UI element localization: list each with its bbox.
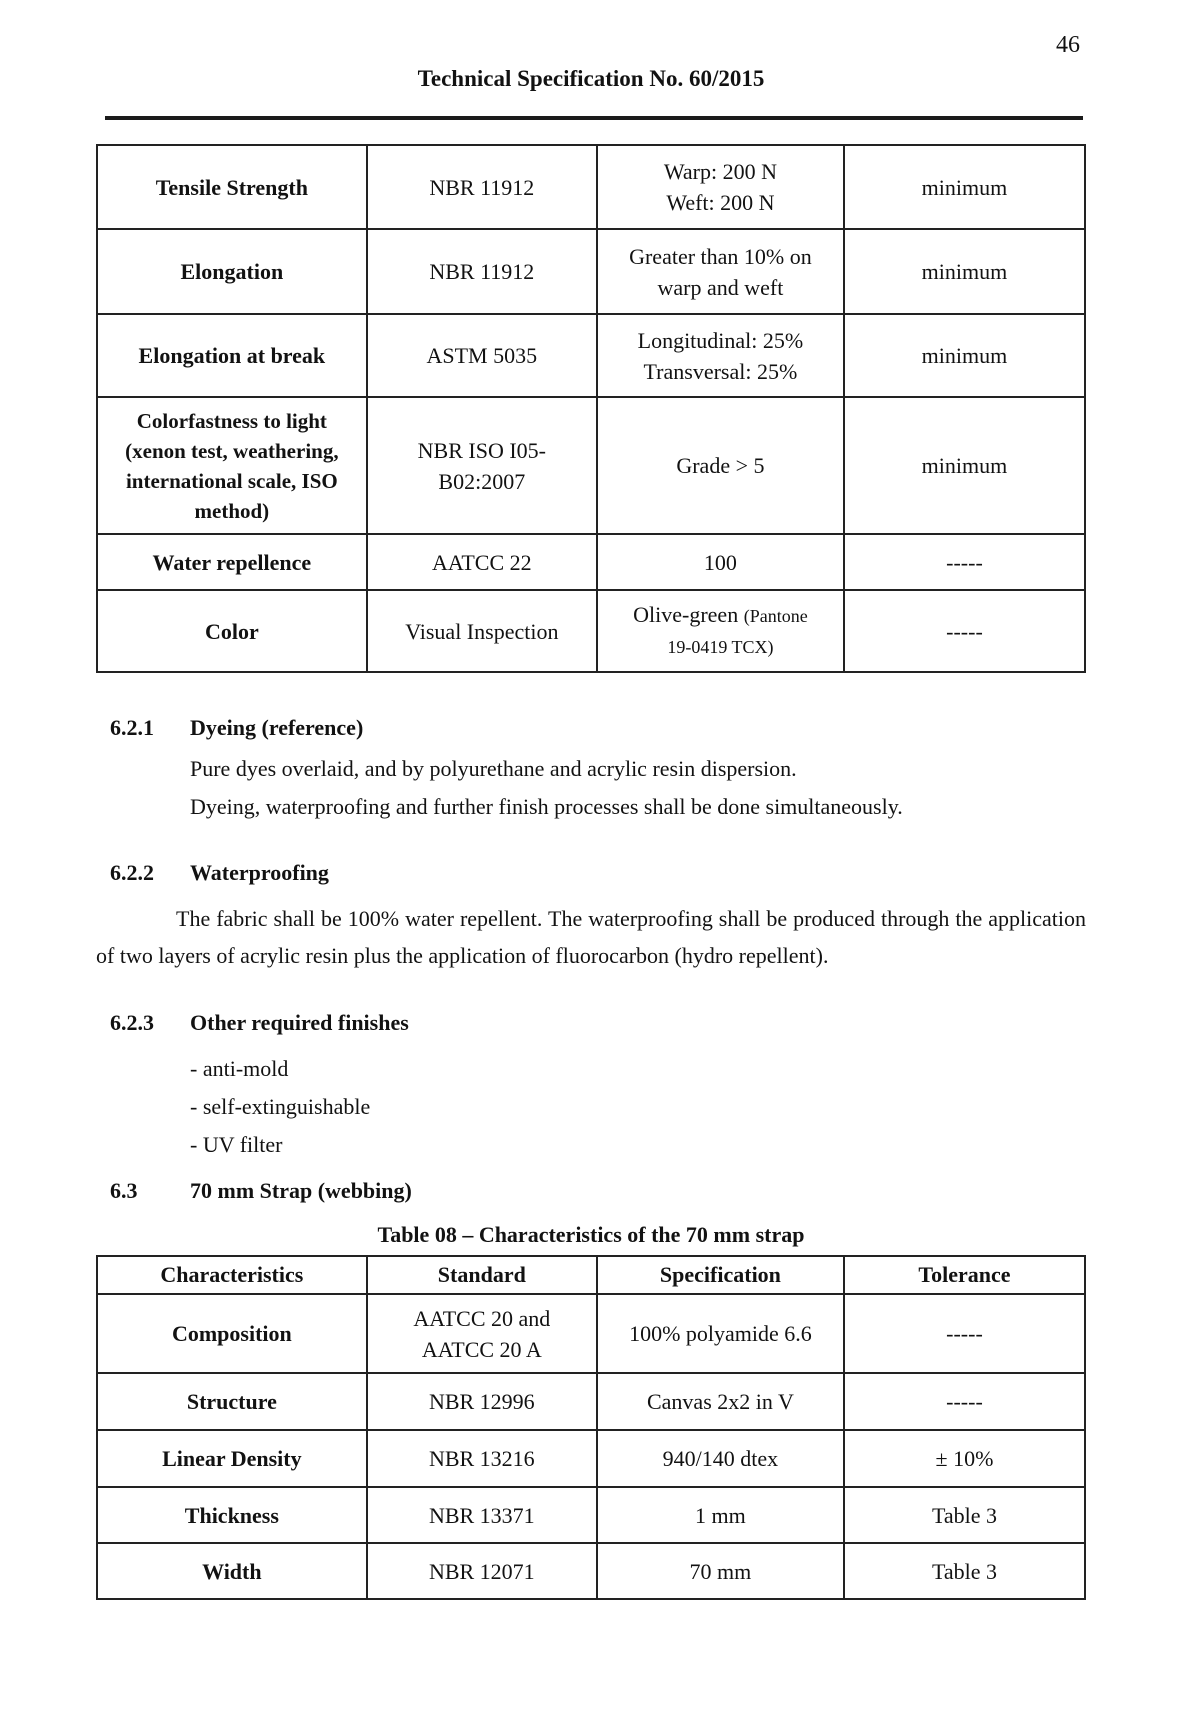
table-row-linear-density: [97, 1430, 1085, 1487]
document-page: [0, 32, 1190, 1716]
paragraph: Pure dyes overlaid, and by polyurethane and acrylic resin dispersion.: [190, 756, 797, 781]
cell-standard: NBR 11912: [367, 145, 597, 229]
list-item: - UV filter: [190, 1132, 283, 1157]
cell-tolerance: ± 10%: [844, 1430, 1085, 1487]
header-rule: [105, 116, 1083, 120]
table-row-thickness: [97, 1487, 1085, 1543]
table-row-structure: [97, 1373, 1085, 1430]
cell-specification: 100: [597, 534, 844, 590]
cell-specification: Canvas 2x2 in V: [597, 1373, 844, 1430]
table-row-width: [97, 1543, 1085, 1599]
table-row-colorfastness: [97, 397, 1085, 534]
fabric-characteristics-table: [96, 144, 1086, 673]
spec-line: Transversal: 25%: [643, 358, 798, 384]
column-header-characteristics: Characteristics: [97, 1256, 367, 1294]
section-number: 6.2.1: [110, 715, 154, 740]
cell-tolerance: Table 3: [844, 1487, 1085, 1543]
strap-characteristics-table: [96, 1255, 1086, 1600]
spec-pantone-code: 19-0419 TCX): [667, 637, 774, 657]
cell-specification: [597, 145, 844, 229]
paragraph: Dyeing, waterproofing and further finish processes shall be done simultaneously.: [190, 794, 903, 819]
section-heading-6-2-2: [96, 860, 1086, 886]
page-number: 46: [1056, 32, 1080, 58]
cell-tolerance: -----: [844, 1294, 1085, 1373]
cell-standard: NBR 13371: [367, 1487, 597, 1543]
cell-standard: ASTM 5035: [367, 314, 597, 397]
page-title: Technical Specification No. 60/2015: [417, 66, 765, 91]
spec-line: Warp: 200 N: [663, 159, 777, 184]
cell-specification: 1 mm: [597, 1487, 844, 1543]
column-header-specification: Specification: [597, 1256, 844, 1294]
characteristic-line: international scale, ISO: [125, 468, 338, 493]
section-number: 6.2.2: [110, 860, 154, 885]
cell-specification: [597, 314, 844, 397]
cell-specification: 70 mm: [597, 1543, 844, 1599]
cell-tolerance: minimum: [844, 314, 1085, 397]
cell-specification: Grade > 5: [597, 397, 844, 534]
standard-line: B02:2007: [438, 468, 526, 494]
cell-standard: NBR 12996: [367, 1373, 597, 1430]
table-row-composition: [97, 1294, 1085, 1373]
section-title: Dyeing (reference): [190, 715, 364, 740]
cell-standard: NBR 11912: [367, 229, 597, 314]
cell-tolerance: Table 3: [844, 1543, 1085, 1599]
table-row-tensile-strength: [97, 145, 1085, 229]
cell-specification: 940/140 dtex: [597, 1430, 844, 1487]
column-header-standard: Standard: [367, 1256, 597, 1294]
cell-tolerance: -----: [844, 1373, 1085, 1430]
spec-line: [604, 599, 837, 632]
cell-characteristic: Elongation: [97, 229, 367, 314]
section-number: 6.3: [110, 1178, 138, 1203]
spec-line: Weft: 200 N: [666, 190, 775, 215]
spec-color-name: Olive-green: [633, 602, 744, 627]
cell-specification: 100% polyamide 6.6: [597, 1294, 844, 1373]
spec-line: Longitudinal: 25%: [637, 327, 804, 353]
standard-line: AATCC 20 A: [421, 1336, 542, 1362]
characteristic-line: (xenon test, weathering,: [125, 438, 339, 463]
characteristic-line: Colorfastness to light: [136, 408, 327, 433]
cell-standard: [367, 397, 597, 534]
cell-specification: [597, 590, 844, 672]
cell-standard: AATCC 22: [367, 534, 597, 590]
table-row-color: [97, 590, 1085, 672]
cell-standard: NBR 13216: [367, 1430, 597, 1487]
cell-standard: Visual Inspection: [367, 590, 597, 672]
list-item: - self-extinguishable: [190, 1094, 371, 1119]
cell-tolerance: minimum: [844, 229, 1085, 314]
cell-standard: NBR 12071: [367, 1543, 597, 1599]
section-heading-6-3: [96, 1178, 1086, 1204]
cell-characteristic: Color: [97, 590, 367, 672]
cell-characteristic: Thickness: [97, 1487, 367, 1543]
spec-line: warp and weft: [657, 274, 784, 300]
cell-characteristic: Tensile Strength: [97, 145, 367, 229]
cell-tolerance: minimum: [844, 145, 1085, 229]
table-row-water-repellence: [97, 534, 1085, 590]
characteristic-line: method): [194, 498, 270, 523]
column-header-tolerance: Tolerance: [844, 1256, 1085, 1294]
cell-tolerance: minimum: [844, 397, 1085, 534]
cell-characteristic: Linear Density: [97, 1430, 367, 1487]
cell-tolerance: -----: [844, 590, 1085, 672]
cell-characteristic: Composition: [97, 1294, 367, 1373]
cell-characteristic: Width: [97, 1543, 367, 1599]
section-heading-6-2-1: [96, 715, 1086, 741]
list-item: - anti-mold: [190, 1056, 289, 1081]
cell-characteristic: [97, 397, 367, 534]
cell-characteristic: Elongation at break: [97, 314, 367, 397]
standard-line: NBR ISO I05-: [417, 437, 546, 463]
cell-tolerance: -----: [844, 534, 1085, 590]
cell-characteristic: Structure: [97, 1373, 367, 1430]
cell-specification: [597, 229, 844, 314]
table-08-caption: Table 08 – Characteristics of the 70 mm strap: [377, 1222, 805, 1247]
cell-characteristic: Water repellence: [97, 534, 367, 590]
spec-line: Greater than 10% on: [629, 243, 812, 269]
table-row-elongation: [97, 229, 1085, 314]
table-row-elongation-at-break: [97, 314, 1085, 397]
cell-standard: [367, 1294, 597, 1373]
section-title: Other required finishes: [190, 1010, 409, 1035]
spec-pantone-open: (Pantone: [743, 606, 808, 626]
section-number: 6.2.3: [110, 1010, 154, 1035]
paragraph: The fabric shall be 100% water repellent. The waterproofing shall be produced through the application of two layers of acrylic resin plus the application of fluorocarbon (hydro repellent).: [96, 906, 1086, 968]
section-heading-6-2-3: [96, 1010, 1086, 1036]
standard-line: AATCC 20 and: [413, 1305, 551, 1331]
section-title: Waterproofing: [190, 860, 329, 885]
section-title: 70 mm Strap (webbing): [190, 1178, 412, 1203]
page-content: [96, 32, 1086, 1600]
table-header-row: [97, 1256, 1085, 1294]
